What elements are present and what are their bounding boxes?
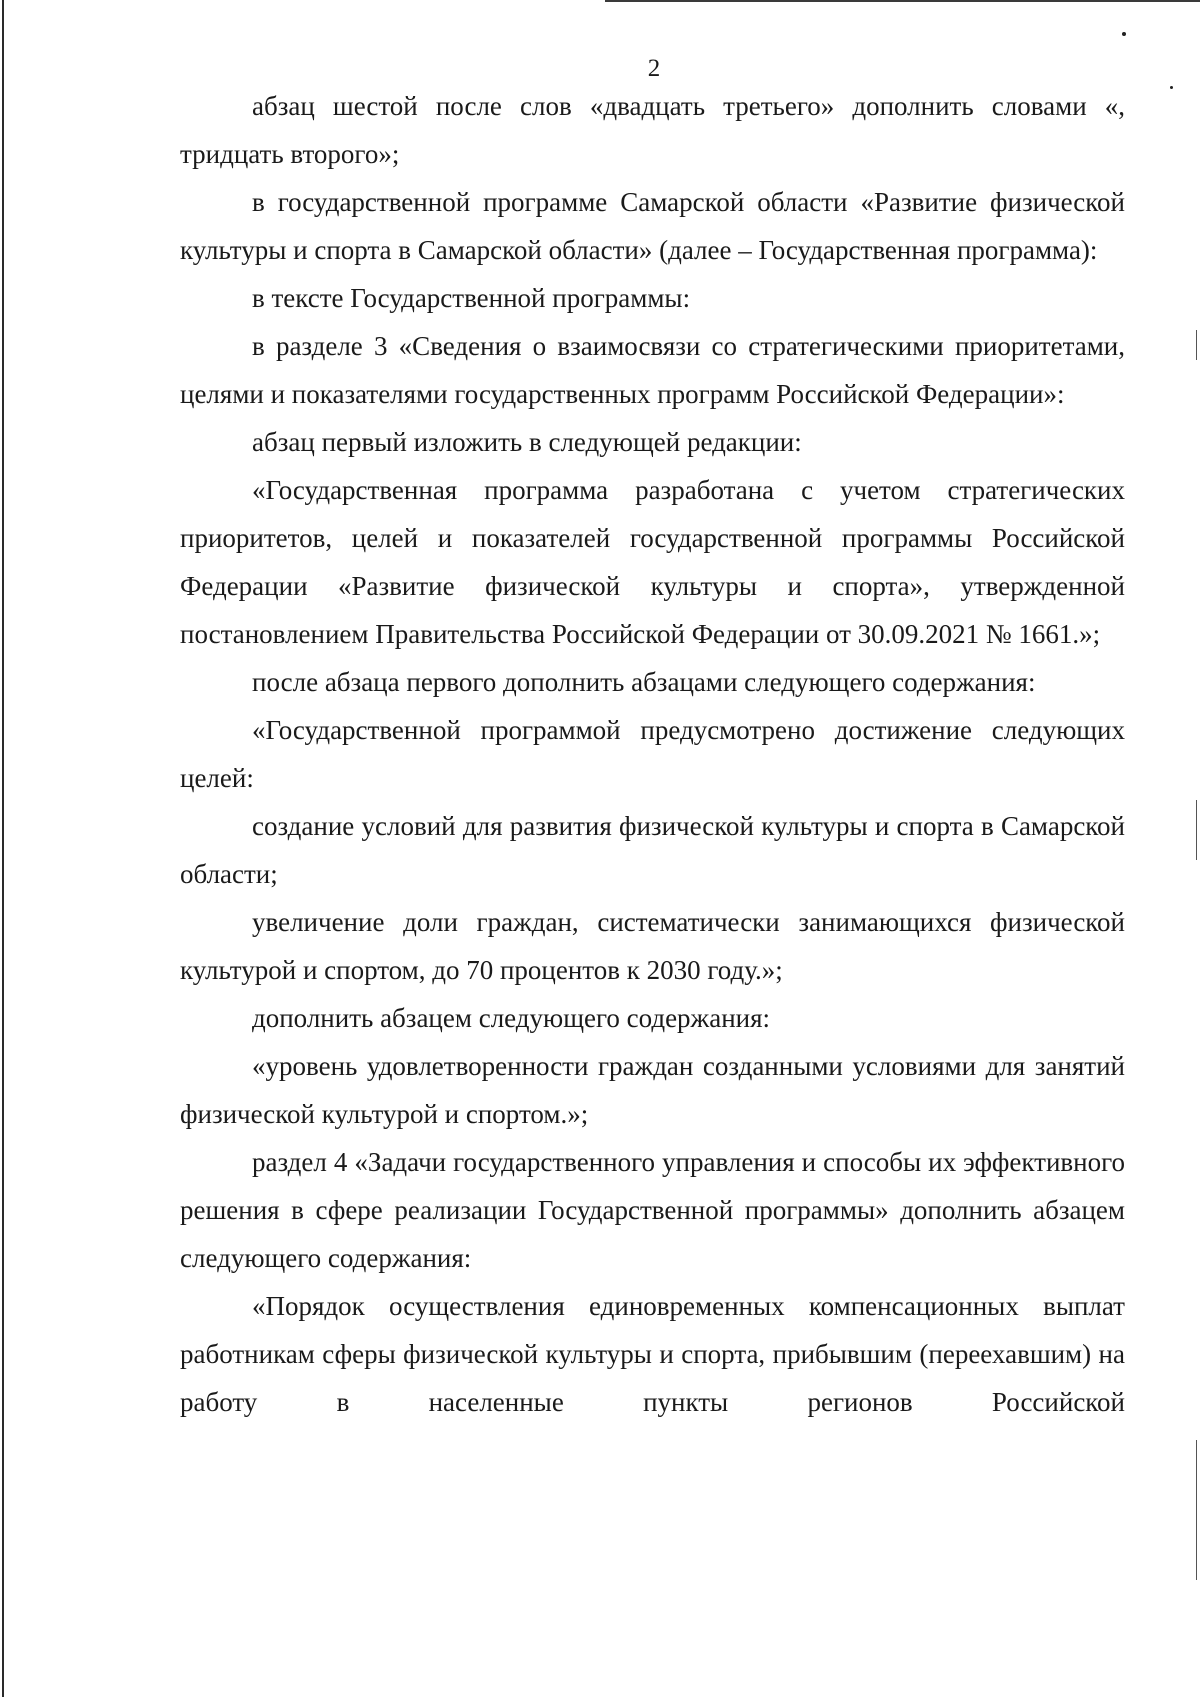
paragraph: увеличение доли граждан, систематически занимающихся физической культурой и спортом, до 70 процентов к 2030 году.»; xyxy=(180,907,1125,985)
paragraph: абзац шестой после слов «двадцать третьего» дополнить словами «, тридцать второго»; xyxy=(180,91,1125,169)
paragraph: «Государственной программой предусмотрено достижение следующих целей: xyxy=(180,715,1125,793)
paragraph: «Государственная программа разработана с учетом стратегических приоритетов, целей и показателей государственной программы Российской Федерации «Развитие физической культуры и спорта», утвержденной постановлением Правительства Российской Федерации от 30.09.2021 № 1661.»; xyxy=(180,475,1125,649)
document-body xyxy=(180,82,1125,1426)
page-number: 2 xyxy=(647,55,661,82)
paragraph: создание условий для развития физической культуры и спорта в Самарской области; xyxy=(180,811,1125,889)
paragraph: дополнить абзацем следующего содержания: xyxy=(252,1003,771,1033)
scan-speck xyxy=(1170,86,1173,89)
scan-edge-left xyxy=(2,0,4,1697)
scan-mark xyxy=(1196,330,1197,360)
scan-edge-top xyxy=(605,0,1200,2)
scan-speck xyxy=(1122,32,1126,36)
paragraph: после абзаца первого дополнить абзацами следующего содержания: xyxy=(252,667,1036,697)
paragraph: в разделе 3 «Сведения о взаимосвязи со стратегическими приоритетами, целями и показателями государственных программ Российской Федерации»: xyxy=(180,331,1125,409)
paragraph: «Порядок осуществления единовременных компенсационных выплат работникам сферы физической культуры и спорта, прибывшим (переехавшим) на работу в населенные пункты регионов Российской xyxy=(180,1291,1125,1417)
paragraph: в государственной программе Самарской области «Развитие физической культуры и спорта в Самарской области» (далее – Государственная программа): xyxy=(180,187,1125,265)
paragraph: в тексте Государственной программы: xyxy=(252,283,691,313)
scan-mark xyxy=(1196,800,1197,860)
paragraph: «уровень удовлетворенности граждан созданными условиями для занятий физической культурой и спортом.»; xyxy=(180,1051,1125,1129)
scan-mark xyxy=(1196,1440,1197,1580)
paragraph: раздел 4 «Задачи государственного управления и способы их эффективного решения в сфере реализации Государственной программы» дополнить абзацем следующего содержания: xyxy=(180,1147,1125,1273)
paragraph: абзац первый изложить в следующей редакции: xyxy=(252,427,802,457)
